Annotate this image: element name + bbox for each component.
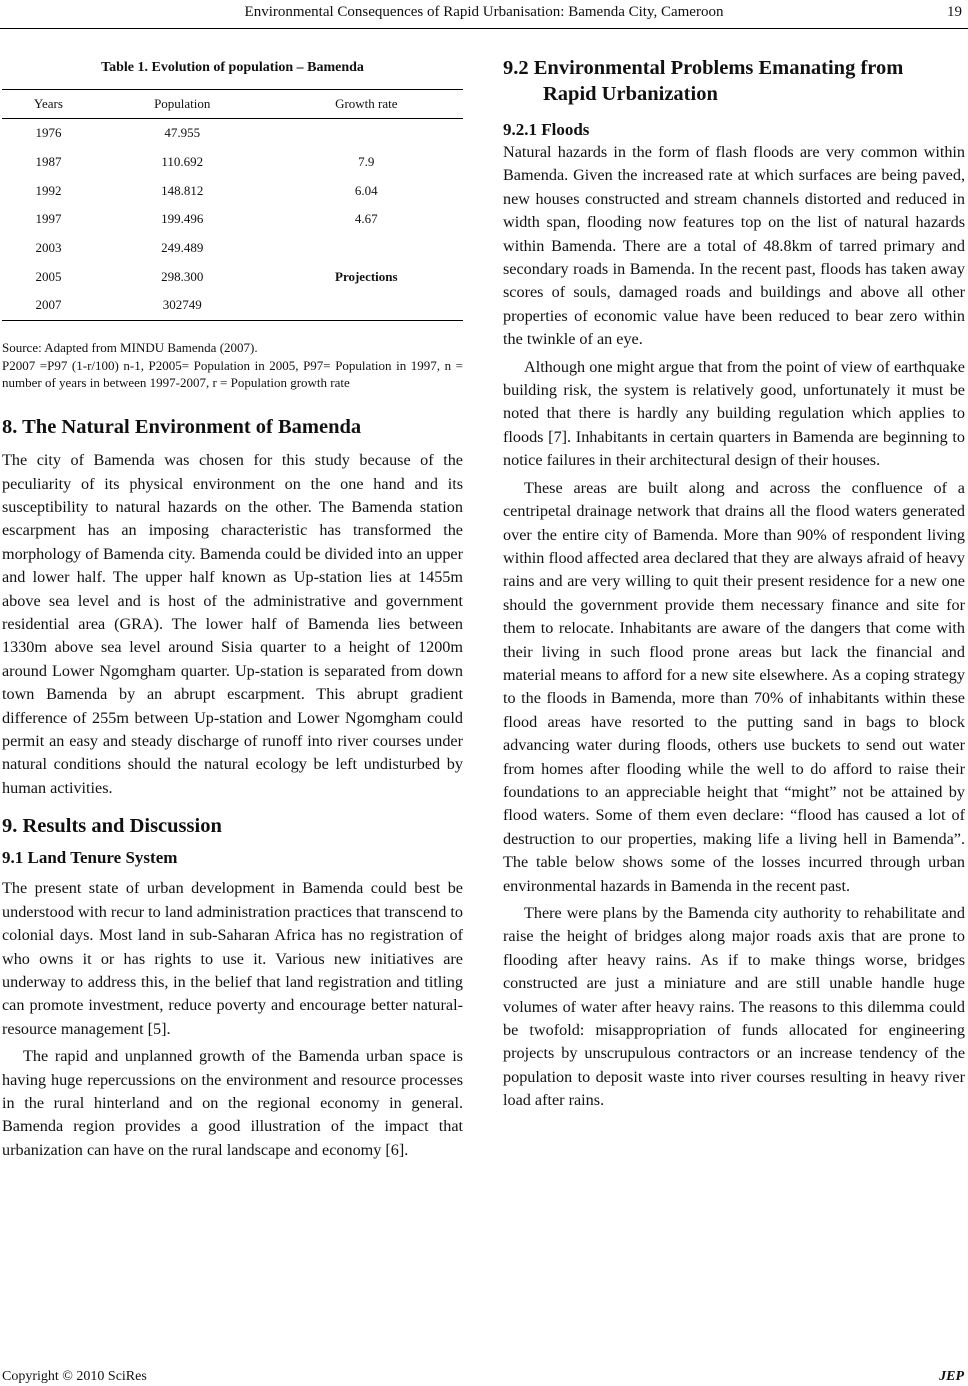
table-row — [2, 291, 463, 320]
population-cell: 249.489 — [161, 240, 204, 256]
table-row — [2, 148, 463, 177]
growth-cell: 4.67 — [354, 211, 378, 227]
body-paragraph: The rapid and unplanned growth of the Bamenda urban space is having huge repercussions on the environment and resource processes in the rural hinterland and on the regional economy in general. Bamenda region provides a good illustration of the impact that urbanization can have on the rural landscape and economy [6]. — [2, 1047, 463, 1159]
section-9-heading: 9. Results and Discussion — [2, 815, 222, 838]
population-table — [2, 89, 463, 321]
year-cell: 2007 — [2, 291, 95, 320]
population-cell: 47.955 — [164, 125, 201, 141]
section-9-2-heading-line1: 9.2 Environmental Problems Emanating from — [503, 57, 904, 79]
col-population-header: Population — [95, 90, 270, 119]
body-paragraph: Natural hazards in the form of flash floods are very common within Bamenda. Given the increased rate at which surfaces are being paved, new houses constructed and stream channels distorted and reduced in width span, flooding now features top on the list of natural hazards within Bamenda. There are a total of 48.8km of tarred primary and secondary roads in Bamenda. In the recent past, floods has taken away scores of souls, damaged roads and buildings and above all other properties of economic value have been reduced to bear zero within the twinkle of an eye. — [503, 143, 965, 349]
year-cell: 1992 — [35, 182, 62, 198]
population-cell: 148.812 — [161, 182, 204, 198]
body-paragraph: Although one might argue that from the point of view of earthquake building risk, the system is relatively good, unfortunately it must be noted that there is hardly any building regulation which applies to floods [7]. Inhabitants in certain quarters in Bamenda are beginning to notice failures in their architectural design of their houses. — [503, 357, 965, 470]
section-8-heading: 8. The Natural Environment of Bamenda — [2, 416, 362, 439]
right-column — [503, 55, 965, 1113]
growth-cell: 7.9 — [358, 154, 375, 170]
year-cell: 1997 — [35, 211, 62, 227]
table-formula-note: P2007 =P97 (1-r/100) n-1, P2005= Population in 2005, P97= Population in 1997, n = number of years in between 1997-2007, r = Population growth rate — [2, 357, 463, 391]
growth-cell: 6.04 — [354, 182, 378, 198]
body-paragraph: The present state of urban development in Bamenda could best be understood with recur to land administration practices that transcend to colonial days. Most land in sub-Saharan Africa has no registration of who owns it or has rights to use it. Various new initiatives are underway to address this, in the belief that land registration and titling can promote investment, reduce poverty and encourage better natural-resource management [5]. — [2, 879, 463, 1038]
table-source-note: Source: Adapted from MINDU Bamenda (2007). — [2, 339, 258, 355]
year-cell: 2005 — [35, 268, 62, 284]
body-paragraph: These areas are built along and across the confluence of a centripetal drainage network that drains all the flood waters generated over the entire city of Bamenda. More than 90% of respondent living within flood affected area declared that they are always afraid of heavy rains and are very willing to quit their present residence for a new one should the government provide them necessary finance and site for them to relocate. Inhabitants are aware of the dangers that come with their living in such flood prone areas but lack the financial and material means to afford for a new site elsewhere. As a coping strategy to the floods in Bamenda, more than 70% of inhabitants within these flood areas have resorted to the putting sand in bags to block advancing water during floods, others use buckets to send out water from homes after flooding while the well to do afford to raise their foundations to an appreciable height that “might” not be attained by flood waters. Some of them even declare: “flood has caused a lot of destruction to our properties, making life a living hell in Bamenda”. The table below shows some of the losses incurred through urban environmental hazards in Bamenda in the recent past. — [503, 478, 965, 895]
population-cell: 298.300 — [161, 268, 204, 284]
population-cell: 302749 — [95, 291, 270, 320]
table-row — [2, 119, 463, 148]
table-row — [2, 262, 463, 291]
body-paragraph: There were plans by the Bamenda city authority to rehabilitate and raise the height of bridges along major roads axis that are prone to flooding after heavy rains. As if to make things worse, bridges constructed are just a miniature and are still unable handle huge volumes of water after heavy rains. The reasons to this dilemma could be twofold: misappropriation of funds allocated for engineering projects by unscrupulous contractors or an increase tendency of the population to deposit waste into river courses resulting in heavy river load after rains. — [503, 904, 965, 1110]
year-cell: 1987 — [35, 154, 62, 170]
growth-cell — [270, 291, 463, 320]
growth-cell — [270, 119, 463, 148]
growth-cell: Projections — [335, 268, 398, 284]
table-row — [2, 234, 463, 263]
left-column — [2, 55, 463, 1162]
table-row — [2, 205, 463, 234]
table-caption: Table 1. Evolution of population – Bamenda — [101, 60, 364, 75]
population-cell: 110.692 — [161, 154, 204, 170]
table-row — [2, 176, 463, 205]
running-title: Environmental Consequences of Rapid Urbanisation: Bamenda City, Cameroon — [244, 4, 724, 20]
population-cell: 199.496 — [161, 211, 204, 227]
page-number: 19 — [947, 4, 962, 20]
section-9-2-heading-line2: Rapid Urbanization — [543, 83, 718, 105]
running-head — [0, 0, 968, 29]
year-cell: 2003 — [35, 240, 62, 256]
year-cell: 1976 — [35, 125, 62, 141]
growth-cell — [270, 234, 463, 263]
table-header-row — [2, 90, 463, 119]
col-years-header: Years — [2, 90, 95, 119]
footer-journal: JEP — [939, 1369, 964, 1384]
footer-copyright: Copyright © 2010 SciRes — [2, 1369, 147, 1384]
section-9-2-1-heading: 9.2.1 Floods — [503, 120, 590, 139]
col-growth-header: Growth rate — [270, 90, 463, 119]
section-9-2-heading — [503, 55, 965, 107]
section-9-1-heading: 9.1 Land Tenure System — [2, 848, 178, 868]
body-paragraph: The city of Bamenda was chosen for this study because of the peculiarity of its physical environment on the one hand and its susceptibility to natural hazards on the other. The Bamenda station escarpment has an imposing characteristic has transformed the morphology of Bamenda city. Bamenda could be divided into an upper and lower half. The upper half known as Up-station lies at 1455m above sea level and is host of the administrative and government residential area (GRA). The lower half of Bamenda lies between 1330m above sea level around Sisia quarter to a height of 1200m around Lower Ngomgham quarter. Up-station is separated from down town Bamenda by an abrupt escarpment. This abrupt gradient difference of 255m between Up-station and Lower Ngomgham could permit an easy and steady discharge of runoff into river courses under natural conditions should the natural ecology be left undisturbed by human activities. — [2, 451, 463, 797]
